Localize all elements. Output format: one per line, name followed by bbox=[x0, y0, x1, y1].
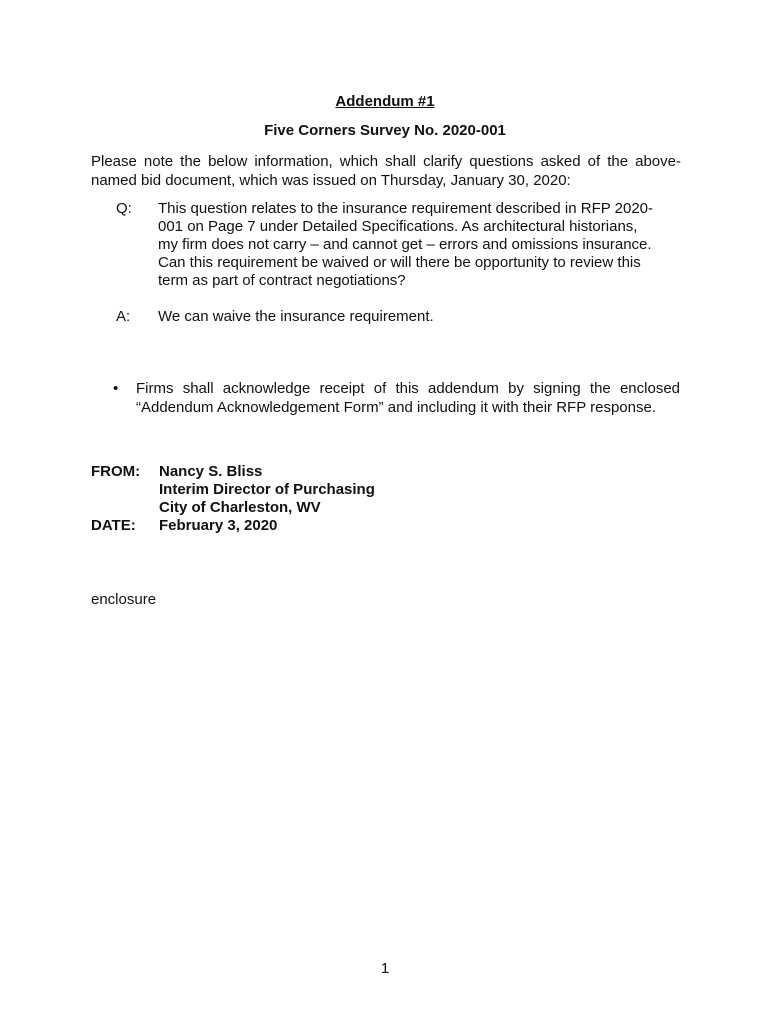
answer-text: We can waive the insurance requirement. bbox=[158, 308, 434, 325]
bullet-icon: • bbox=[113, 380, 119, 397]
document-title: Addendum #1 bbox=[335, 93, 435, 110]
acknowledgement-text: Firms shall acknowledge receipt of this addendum by signing the enclosed “Addendum Acknowledgement Form” and including it with their RFP response. bbox=[136, 380, 680, 416]
document-subtitle: Five Corners Survey No. 2020-001 bbox=[264, 122, 506, 139]
date-label: DATE: bbox=[91, 517, 136, 534]
from-position: Interim Director of Purchasing bbox=[159, 481, 375, 498]
from-label: FROM: bbox=[91, 463, 141, 480]
intro-paragraph: Please note the below information, which shall clarify questions asked of the above-named bid document, which was issued on Thursday, January 30, 2020: bbox=[91, 153, 681, 189]
question-label: Q: bbox=[116, 200, 132, 217]
page-number: 1 bbox=[380, 960, 390, 977]
from-organization-row bbox=[91, 499, 491, 517]
answer-block bbox=[116, 308, 656, 328]
from-row bbox=[91, 463, 491, 481]
date-value: February 3, 2020 bbox=[159, 517, 278, 534]
question-block bbox=[116, 200, 656, 295]
answer-label: A: bbox=[116, 308, 131, 325]
signature-block bbox=[91, 463, 491, 535]
from-name: Nancy S. Bliss bbox=[159, 463, 263, 480]
enclosure-note: enclosure bbox=[91, 591, 157, 608]
from-organization: City of Charleston, WV bbox=[159, 499, 321, 516]
from-position-row bbox=[91, 481, 491, 499]
question-text: This question relates to the insurance requirement described in RFP 2020-001 on Page 7 under Detailed Specifications. As architectural historians, my firm does not carry – and cannot get – errors and omissions insurance. Can this requirement be waived or will there be opportunity to review this term as part of contract negotiations? bbox=[158, 200, 653, 289]
date-row bbox=[91, 517, 491, 535]
